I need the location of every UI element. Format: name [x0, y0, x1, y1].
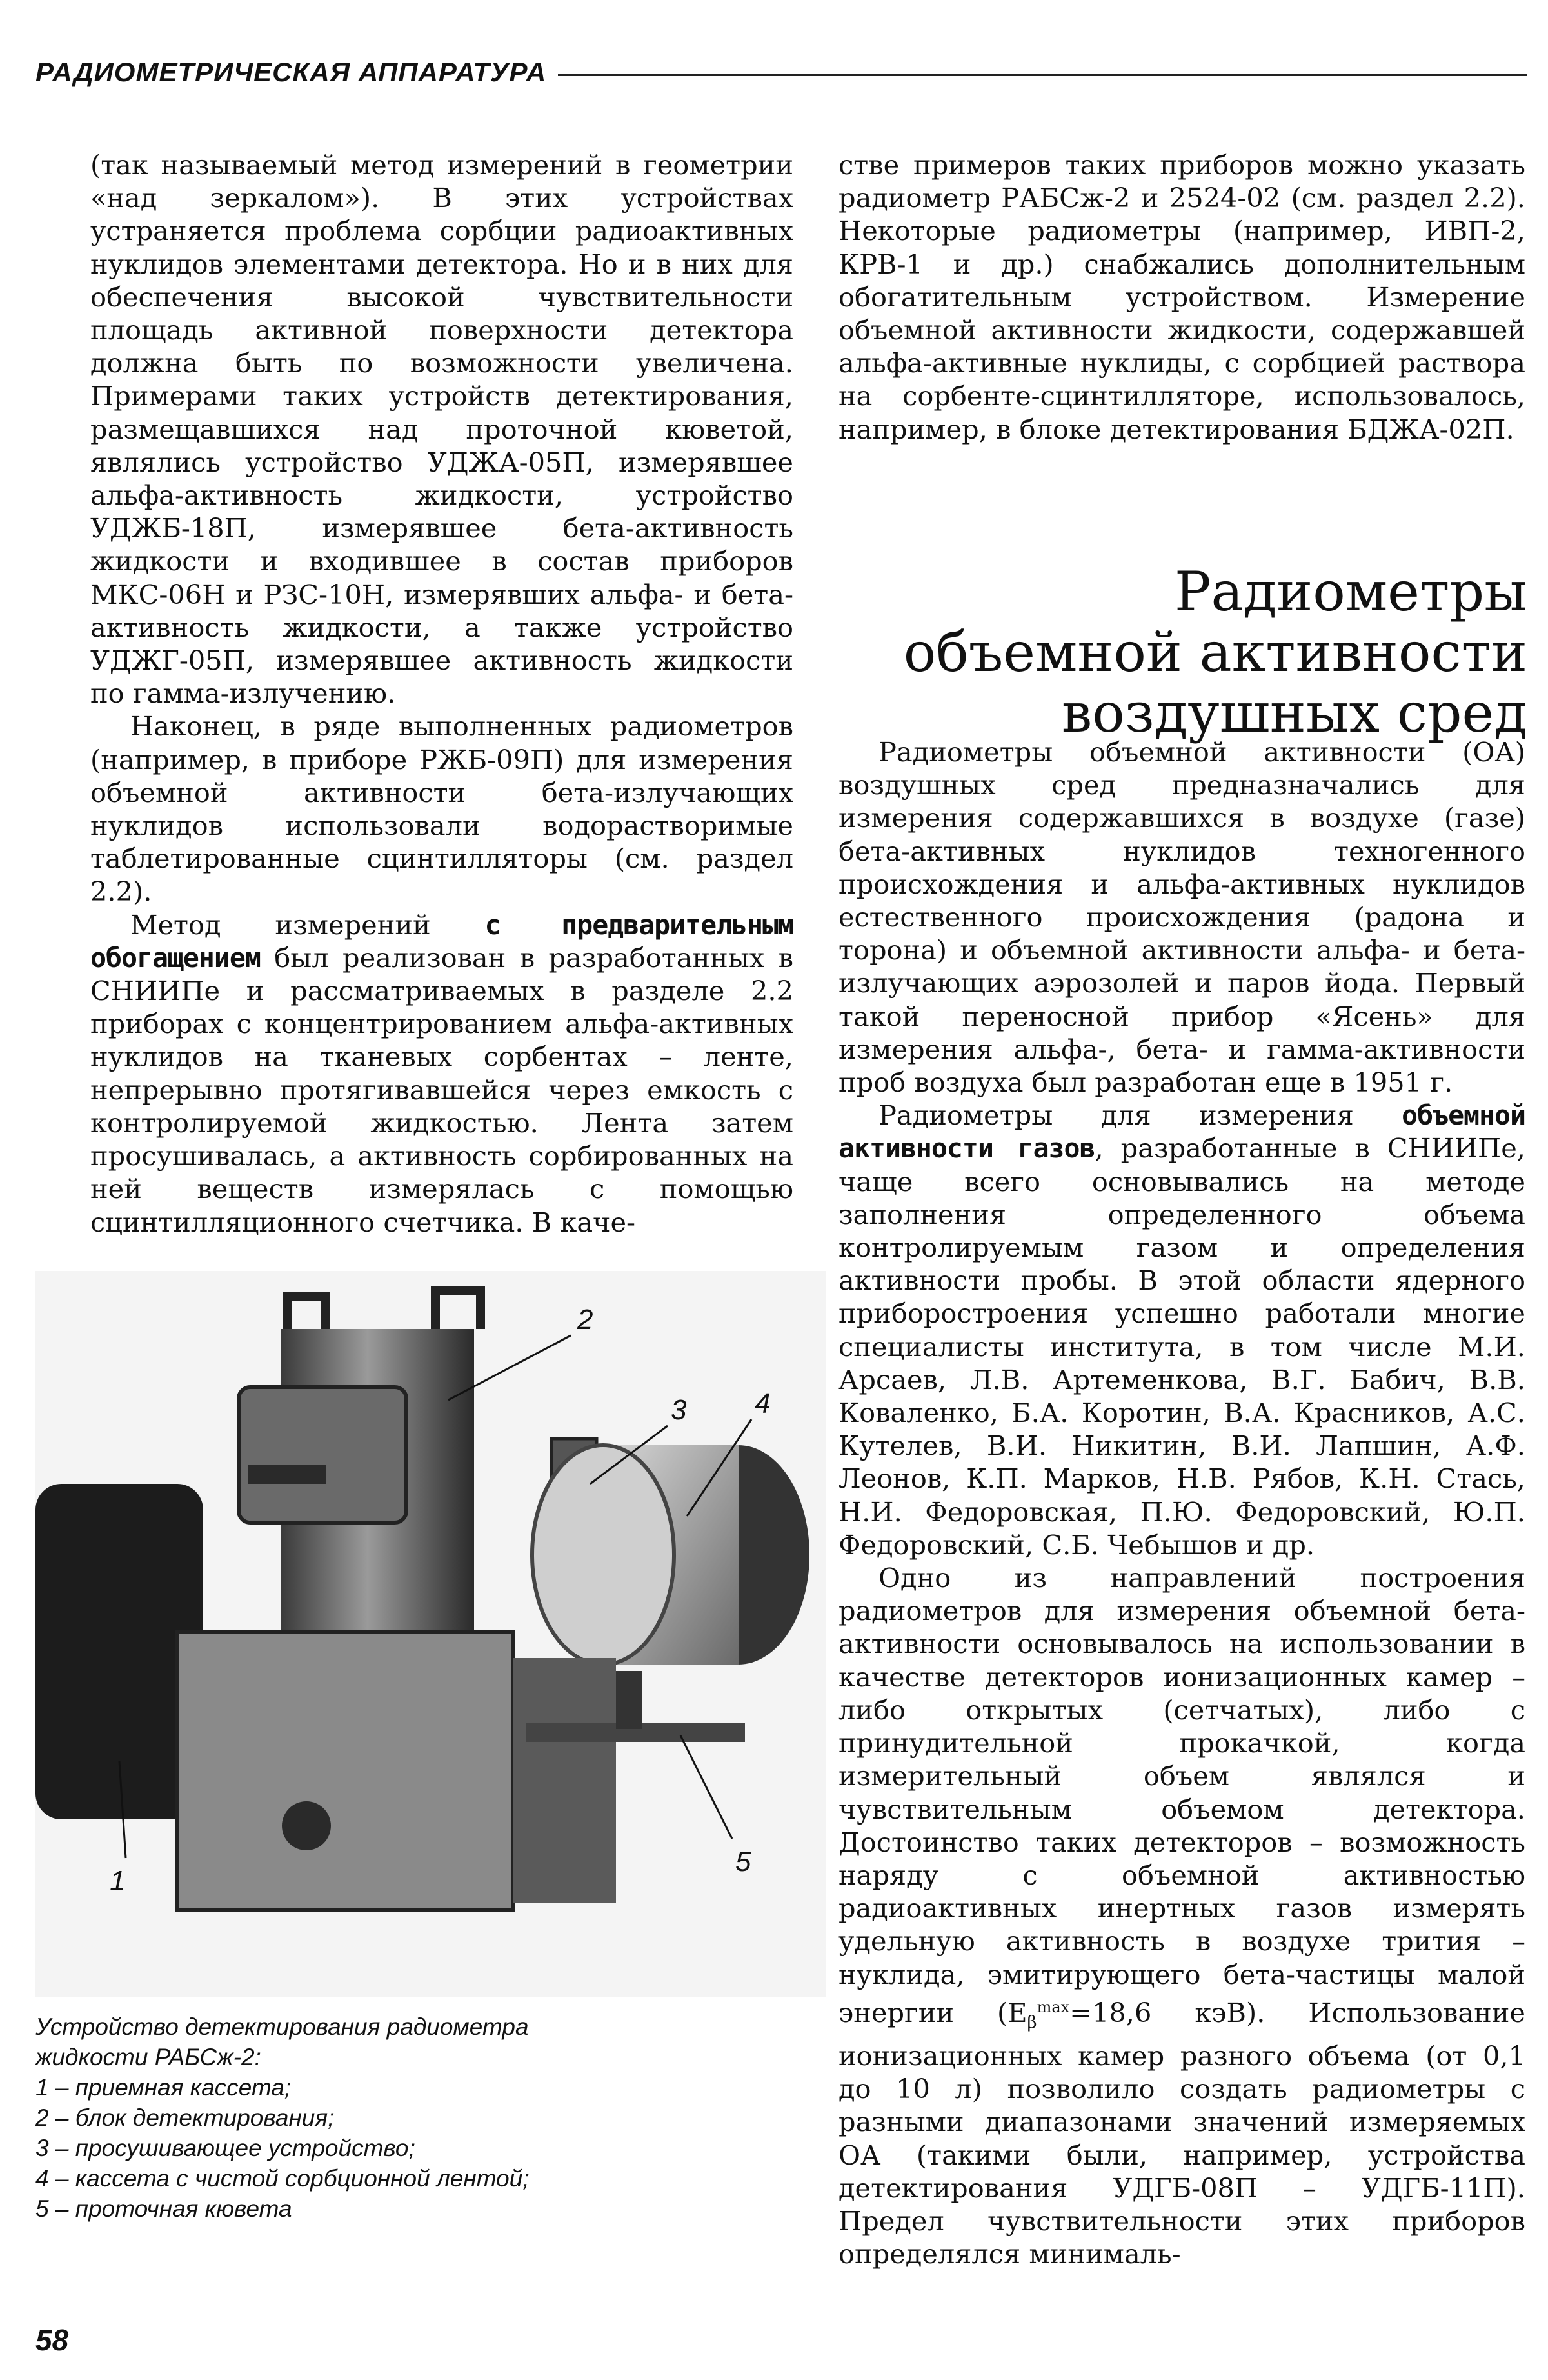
caption-item: 3 – просушивающее устройство; [35, 2135, 415, 2161]
left-paragraph-2: Наконец, в ряде выполненных радиометров (например, в приборе РЖБ-09П) для измерения объемной активности бета-излучающих нуклидов использовали водорастворимые таблетированные сцинтилляторы (см. раздел 2.2). [90, 710, 793, 908]
right-p3-text-start: Радиометры для измерения [878, 1099, 1402, 1132]
callout-4: 4 [755, 1388, 771, 1419]
callout-2: 2 [577, 1304, 593, 1335]
left-paragraph-3 [90, 908, 793, 1239]
cabinet-side [513, 1658, 616, 1903]
heading-line-2: объемной активности [903, 621, 1527, 684]
caption-line-1: Устройство детектирования радиометра [35, 2014, 529, 2040]
caption-item: 2 – блок детектирования; [35, 2105, 335, 2131]
left-paragraph-1: (так называемый метод измерений в геометрии «над зеркалом»). В этих устройствах устраняется проблема сорбции радиоактивных нуклидов элементами детектора. Но и в них для обеспечения высокой чувствительности площадь активной поверхности детектора должна быть по возможности увеличена. Примерами таких устройств детектирования, размещавшихся над проточной кюветой, являлись устройство УДЖА-05П, измерявшее альфа-активность жидкости, устройство УДЖБ-18П, измерявшее бета-активность жидкости и входившее в состав приборов МКС-06Н и РЗС-10Н, измерявших альфа- и бета-активность жидкости, а также устройство УДЖГ-05П, измерявшее активность жидкости по гамма-излучению. [90, 149, 793, 710]
left-p3-text-start: Метод измерений [130, 908, 485, 941]
device-illustration [35, 1271, 826, 1997]
left-p3-text-end: был реализован в разработанных в СНИИПе и рассматриваемых в разделе 2.2 приборах с концентрированием альфа-активных нуклидов на тканевых сорбентах – ленте, непрерывно протягивавшейся через емкость с контролируемой жидкостью. Лента затем просушивалась, а активность сорбированных на ней веществ измерялась с помощью сцинтилляционного счетчика. В каче- [90, 941, 793, 1238]
heading-line-1: Радиометры [1174, 560, 1527, 623]
callout-3: 3 [671, 1394, 687, 1426]
right-paragraph-4 [838, 1561, 1525, 2270]
figure-caption [35, 2012, 797, 2224]
caption-item: 1 – приемная кассета; [35, 2074, 292, 2101]
running-header [35, 57, 1527, 95]
device-photo [35, 1271, 826, 1997]
right-column-top [838, 148, 1525, 446]
header-rule [558, 74, 1527, 76]
detector-housing [239, 1387, 406, 1523]
section-heading [838, 561, 1527, 743]
right-p3-text-end: , разработанные в СНИИПе, чаще всего основывались на методе заполнения определенного объема контролируемым газом и определения активности пробы. В этой области ядерного приборостроения успешно работали многие специалисты института, в том числе М.И. Арсаев, Л.В. Артеменкова, В.Г. Бабич, В.В. Коваленко, Б.А. Коротин, В.А. Красников, А.С. Кутелев, В.И. Никитин, В.И. Лапшин, А.Ф. Леонов, К.П. Марков, Н.В. Рябов, К.Н. Стась, Н.И. Федоровская, П.Ю. Федоровский, Ю.П. Федоровский, С.Б. Чебышов и др. [838, 1132, 1525, 1561]
callout-5: 5 [735, 1846, 751, 1877]
cuvette-stand [616, 1671, 642, 1729]
right-paragraph-2: Радиометры объемной активности (ОА) воздушных сред предназначались для измерения содержавшихся в воздухе (газе) бета-активных нуклидов техногенного происхождения и альфа-активных нуклидов естественного происхождения (радона и торона) и объемной активности альфа- и бета-излучающих аэрозолей и паров йода. Первый такой переносной прибор «Ясень» для измерения альфа-, бета- и гамма-активности проб воздуха был разработан еще в 1951 г. [838, 736, 1525, 1099]
right-p4-text-start: Одно из направлений построения радиометров для измерения объемной бета-активности основывалось на использовании в качестве детекторов ионизационных камер – либо открытых (сетчатых), либо с принудительной прокачкой, когда измерительный объем являлся и чувствительным объемом детектора. Достоинство таких детекторов – возможность наряду с объемной активностью радиоактивных инертных газов измерять удельную активность в воздухе трития – нуклида, эмитирующего бета-частицы малой энергии (E [838, 1562, 1525, 2028]
connector [282, 1801, 331, 1850]
right-paragraph-1: стве примеров таких приборов можно указать радиометр РАБСж-2 и 2524-02 (см. раздел 2.2). Некоторые радиометры (например, ИВП-2, КРВ-1 и др.) снабжались дополнительным обогатительным устройством. Измерение объемной активности жидкости, содержавшей альфа-активные нуклиды, с сорбцией раствора на сорбенте-сцинтилляторе, использовалось, например, в блоке детектирования БДЖА-02П. [838, 149, 1525, 445]
energy-superscript: max [1037, 1997, 1070, 2016]
page-number: 58 [35, 2323, 69, 2357]
right-column-bottom [838, 735, 1525, 2270]
housing-clamp [248, 1465, 326, 1484]
heading-line-3: воздушных сред [1061, 681, 1527, 745]
right-p3-emphasis: объемной активности газов [838, 1099, 1525, 1165]
running-title: РАДИОМЕТРИЧЕСКАЯ АППАРАТУРА [35, 57, 547, 87]
drum-face [532, 1445, 674, 1665]
base-cabinet [177, 1632, 513, 1910]
left-column [90, 148, 793, 1239]
caption-line-2: жидкости РАБСж-2: [35, 2044, 261, 2070]
right-p4-text-end: =18,6 кэВ). Использование ионизационных камер разного объема (от 0,1 до 10 л) позволило создать радиометры с разными диапазонами значений измеряемых ОА (такими были, например, устройства детектирования УДГБ-08П – УДГБ-11П). Предел чувствительности этих приборов определялся минималь- [838, 1996, 1525, 2270]
caption-item: 5 – проточная кювета [35, 2195, 292, 2222]
caption-item: 4 – кассета с чистой сорбционной лентой; [35, 2165, 530, 2192]
callout-1: 1 [110, 1865, 126, 1897]
right-paragraph-3 [838, 1099, 1525, 1561]
left-p3-emphasis: с предварительным обогащением [90, 908, 794, 974]
energy-subscript: β [1027, 2012, 1037, 2032]
